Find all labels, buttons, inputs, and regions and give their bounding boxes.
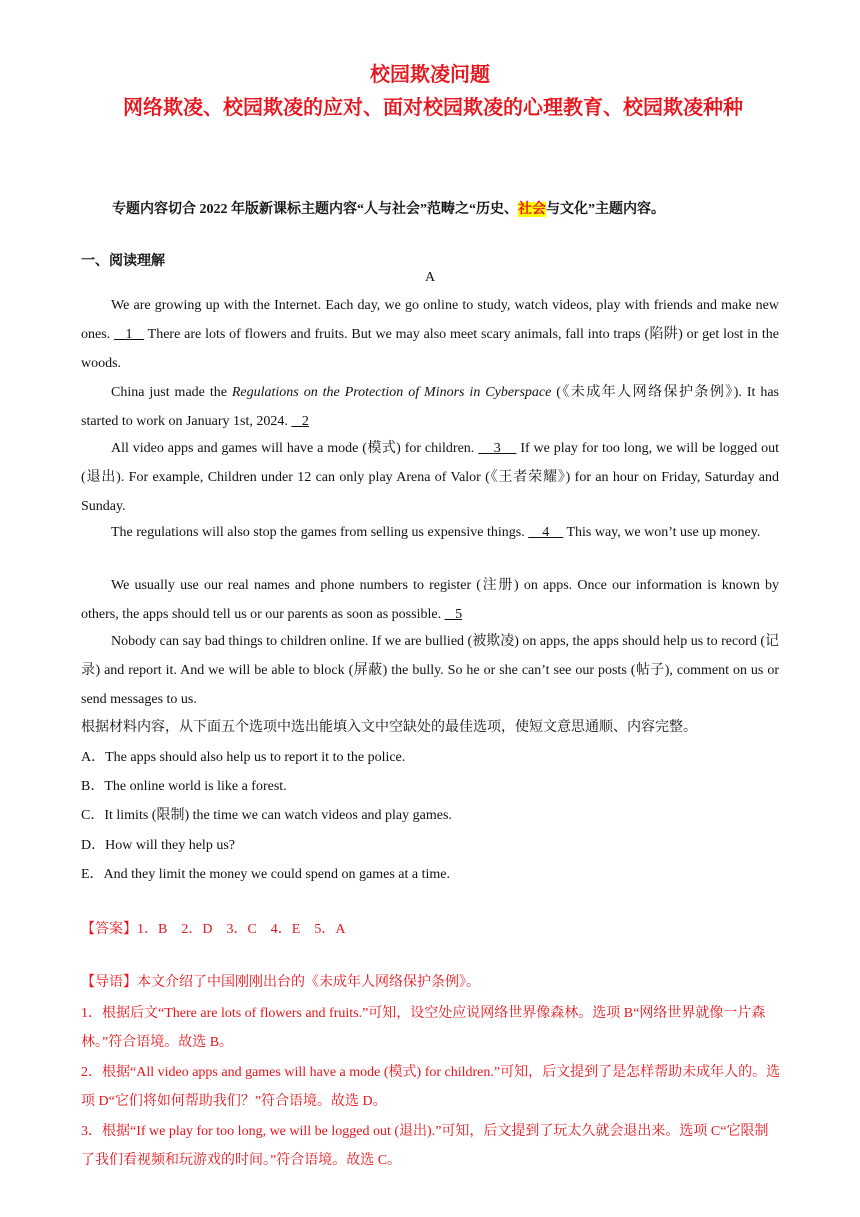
- intro-highlight: 社会: [518, 202, 546, 217]
- page-title: 校园欺凌问题: [370, 64, 490, 86]
- option-a: A．The apps should also help us to report it to the police.: [81, 750, 406, 765]
- topic-intro: [112, 198, 792, 218]
- paragraph-6: Nobody can say bad things to children online. If we are bullied (被欺凌) on apps, the apps should help us to record (记录) and report it. And we will be able to block (屏蔽) the bully. So he or she can’t see our posts (帖子), comment on us or send messages to us.: [81, 634, 779, 707]
- blank-5: 5: [444, 607, 463, 622]
- paragraph-4: [81, 518, 779, 547]
- blank-2: 2: [291, 414, 309, 429]
- passage-label: A: [424, 270, 436, 285]
- answer-key: 【答案】1．B 2．D 3．C 4．E 5．A: [81, 922, 346, 937]
- option-d: D．How will they help us?: [81, 838, 235, 853]
- task-instruction: 根据材料内容，从下面五个选项中选出能填入文中空缺处的最佳选项，使短文意思通顺、内容完整。: [81, 720, 697, 735]
- paragraph-text: The regulations will also stop the games from selling us expensive things.: [111, 525, 529, 540]
- explanation-2: 2．根据“All video apps and games will have a mode (模式) for children.”可知，后文提到了是怎样帮助未成年人的。选项 D“它们将如何帮助我们？”符合语境。故选 D。: [81, 1065, 781, 1109]
- blank-4: 4: [528, 525, 564, 540]
- intro-text-after: 与文化”主题内容。: [546, 202, 665, 217]
- paragraph-text: All video apps and games will have a mode (模式) for children.: [111, 441, 479, 456]
- explanation-3: 3．根据“If we play for too long, we will be logged out (退出).”可知，后文提到了玩太久就会退出来。选项 C“它限制了我们看视频和玩游戏的时间。”符合语境。故选 C。: [81, 1124, 769, 1168]
- paragraph-text: If we play for too long, we will be logged out (退出). For example, Children under 12 can only play Arena of Valor (《王者荣耀》) for an hour on Friday, Saturday and Sunday.: [81, 441, 780, 514]
- option-e: E．And they limit the money we could spend on games at a time.: [81, 867, 450, 882]
- regulation-title: Regulations on the Protection of Minors in Cyberspace: [231, 385, 552, 400]
- paragraph-text: There are lots of flowers and fruits. But we may also meet scary animals, fall into traps (陷阱) or get lost in the woods.: [81, 327, 780, 371]
- option-c: C．It limits (限制) the time we can watch videos and play games.: [81, 808, 452, 823]
- blank-3: 3: [478, 441, 517, 456]
- intro-text-before: 专题内容切合 2022 年版新课标主题内容“人与社会”范畴之“历史、: [112, 202, 518, 217]
- section-heading: 一、阅读理解: [81, 254, 165, 269]
- option-b: B．The online world is like a forest.: [81, 779, 287, 794]
- paragraph-1: [81, 291, 779, 378]
- blank-1: 1: [114, 327, 145, 342]
- paragraph-text: China just made the: [111, 385, 232, 400]
- explanation-1: 1．根据后文“There are lots of flowers and fruits.”可知，设空处应说网络世界像森林。选项 B“网络世界就像一片森林。”符合语境。故选 B。: [81, 1006, 766, 1050]
- paragraph-5: [81, 571, 779, 629]
- paragraph-text: (《未成年人网络保护条例》). It has started to work on January 1st, 2024.: [81, 385, 779, 429]
- paragraph-text: We are growing up with the Internet. Each day, we go online to study, watch videos, play with friends and make new ones.: [81, 298, 779, 342]
- page-subtitle: 网络欺凌、校园欺凌的应对、面对校园欺凌的心理教育、校园欺凌种种: [123, 97, 743, 119]
- paragraph-3: [81, 434, 779, 521]
- paragraph-2: [81, 378, 779, 436]
- paragraph-text: We usually use our real names and phone numbers to register (注册) on apps. Once our information is known by others, the apps should tell us or our parents as soon as possible.: [81, 578, 779, 622]
- guide-text: 【导语】本文介绍了中国刚刚出台的《未成年人网络保护条例》。: [81, 975, 480, 990]
- paragraph-text: This way, we won’t use up money.: [563, 525, 761, 540]
